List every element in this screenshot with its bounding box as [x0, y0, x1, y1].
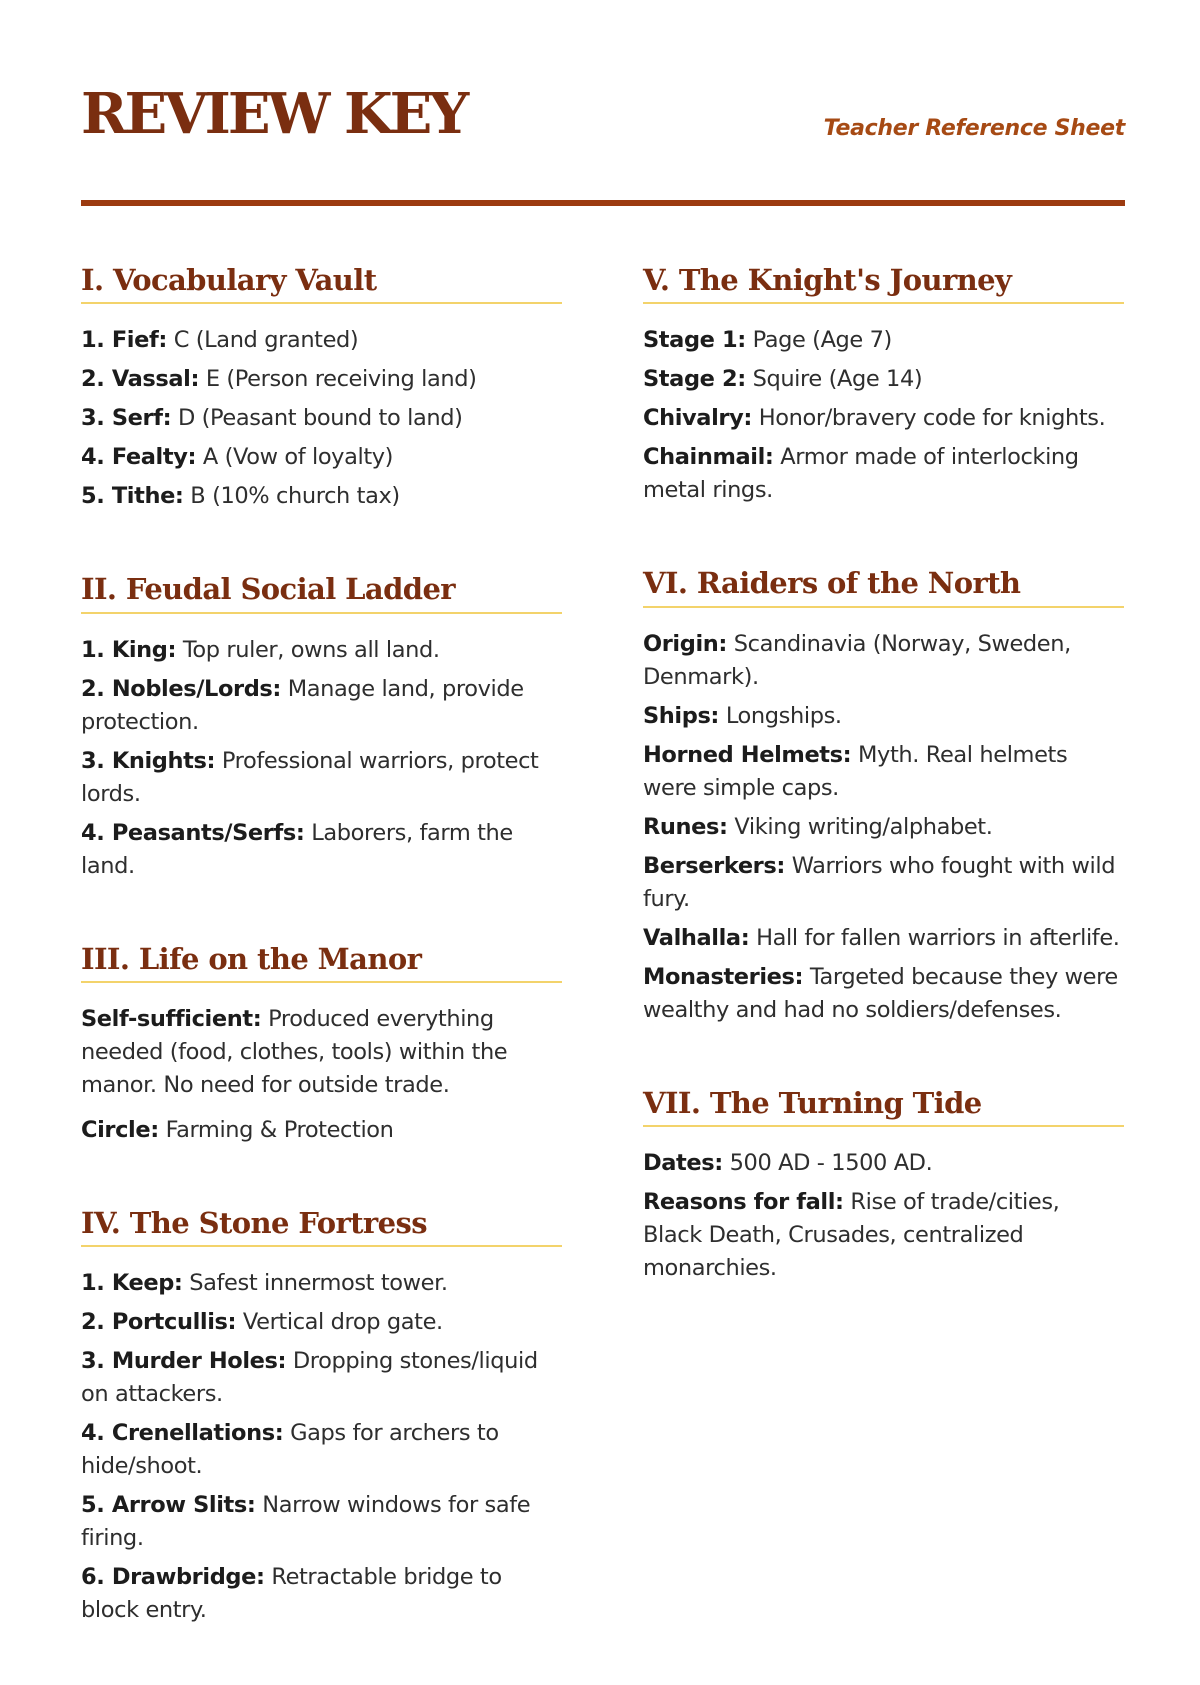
item-text: Scandinavia (Norway, Sweden, Denmark).: [643, 630, 1071, 690]
item-term: 4. Peasants/Serfs:: [81, 819, 305, 846]
list-item: [81, 324, 562, 357]
item-text: Rise of trade/cities, Black Death, Crusades, centralized monarchies.: [643, 1188, 1060, 1281]
list-item: [81, 1345, 562, 1411]
list-item: [643, 1147, 1124, 1180]
list-item: [81, 363, 562, 396]
item-text: E (Person receiving land): [205, 366, 477, 393]
section-heading: VII. The Turning Tide: [643, 1085, 1124, 1127]
list-item: [81, 402, 562, 435]
item-term: 3. Knights:: [81, 747, 216, 774]
section-stone-fortress: [81, 1205, 562, 1627]
list-item: [81, 673, 562, 739]
item-term: 3. Serf:: [81, 405, 172, 432]
list-item: [81, 1003, 562, 1102]
section-heading: IV. The Stone Fortress: [81, 1205, 562, 1247]
item-text: Myth. Real helmets were simple caps.: [643, 741, 1068, 801]
item-text: Manage land, provide protection.: [81, 675, 524, 735]
list-item: [81, 1267, 562, 1300]
list-item: [81, 1306, 562, 1339]
item-text: Produced everything needed (food, clothes, tools) within the manor. No need for outside trade.: [81, 1005, 508, 1098]
item-text: C (Land granted): [173, 327, 359, 354]
section-life-on-the-manor: [81, 941, 562, 1147]
item-term: Stage 1:: [643, 327, 746, 354]
item-term: 2. Vassal:: [81, 366, 200, 393]
item-term: Chivalry:: [643, 405, 752, 432]
item-text: Hall for fallen warriors in afterlife.: [756, 924, 1120, 951]
list-item: [643, 628, 1124, 694]
item-term: Runes:: [643, 813, 728, 840]
list-item: [643, 363, 1124, 396]
item-text: Honor/bravery code for knights.: [758, 405, 1106, 432]
list-item: [643, 811, 1124, 844]
section-heading: VI. Raiders of the North: [643, 565, 1124, 607]
item-term: 6. Drawbridge:: [81, 1564, 265, 1590]
left-column: [81, 262, 562, 1685]
item-text: B (10% church tax): [190, 483, 400, 510]
item-term: Valhalla:: [643, 924, 750, 951]
item-term: 1. King:: [81, 636, 177, 663]
list-item: [643, 402, 1124, 435]
list-item: [643, 1186, 1124, 1285]
item-term: 1. Keep:: [81, 1270, 183, 1296]
list-item: [81, 634, 562, 667]
item-term: Circle:: [81, 1116, 159, 1143]
list-item: [81, 745, 562, 811]
list-item: [81, 817, 562, 883]
section-feudal-social-ladder: [81, 571, 562, 882]
section-turning-tide: [643, 1085, 1124, 1285]
page-header: [81, 78, 1125, 148]
list-item: [643, 922, 1124, 955]
list-item: [643, 700, 1124, 733]
list-item: [81, 1114, 562, 1147]
item-term: 1. Fief:: [81, 327, 167, 354]
item-text: Armor made of interlocking metal rings.: [643, 444, 1079, 504]
list-item: [81, 1417, 562, 1483]
page-title: REVIEW KEY: [81, 81, 467, 147]
item-term: 4. Crenellations:: [81, 1420, 284, 1446]
item-text: Viking writing/alphabet.: [734, 813, 993, 840]
item-term: Horned Helmets:: [643, 741, 852, 768]
section-heading: I. Vocabulary Vault: [81, 262, 562, 304]
list-item: [643, 850, 1124, 916]
item-text: Dropping stones/liquid on attackers.: [81, 1348, 538, 1407]
item-text: Safest innermost tower.: [189, 1270, 448, 1296]
item-term: 2. Portcullis:: [81, 1309, 237, 1335]
item-term: 4. Fealty:: [81, 444, 197, 471]
list-item: [643, 441, 1124, 507]
item-text: Retractable bridge to block entry.: [81, 1564, 502, 1623]
section-vocabulary-vault: [81, 262, 562, 513]
list-item: [643, 324, 1124, 357]
list-item: [81, 1489, 562, 1555]
item-text: Professional warriors, protect lords.: [81, 747, 539, 807]
item-text: 500 AD - 1500 AD.: [729, 1149, 933, 1176]
item-text: Top ruler, owns all land.: [182, 636, 440, 663]
item-term: Dates:: [643, 1149, 723, 1176]
section-heading: II. Feudal Social Ladder: [81, 571, 562, 613]
item-text: Squire (Age 14): [752, 366, 923, 393]
item-term: Stage 2:: [643, 366, 746, 393]
item-term: Self-sufficient:: [81, 1005, 262, 1032]
item-text: D (Peasant bound to land): [177, 405, 463, 432]
list-item: [81, 441, 562, 474]
list-item: [643, 961, 1124, 1027]
list-item: [81, 1561, 562, 1627]
section-knights-journey: [643, 262, 1124, 507]
page-subtitle: Teacher Reference Sheet: [823, 116, 1125, 141]
item-text: Vertical drop gate.: [242, 1309, 443, 1335]
item-text: Narrow windows for safe firing.: [81, 1492, 531, 1551]
list-item: [643, 739, 1124, 805]
list-item: [81, 480, 562, 513]
right-column: [643, 262, 1124, 1343]
item-term: 5. Tithe:: [81, 483, 184, 510]
item-text: Page (Age 7): [752, 327, 892, 354]
item-term: Monasteries:: [643, 963, 804, 990]
section-heading: V. The Knight's Journey: [643, 262, 1124, 304]
item-term: 5. Arrow Slits:: [81, 1492, 256, 1518]
item-text: Farming & Protection: [165, 1116, 394, 1143]
item-term: Origin:: [643, 630, 727, 657]
section-raiders-of-the-north: [643, 565, 1124, 1026]
item-text: A (Vow of loyalty): [202, 444, 394, 471]
item-text: Targeted because they were wealthy and had no soldiers/defenses.: [643, 963, 1118, 1023]
item-term: Reasons for fall:: [643, 1188, 844, 1215]
item-term: 3. Murder Holes:: [81, 1348, 287, 1374]
section-heading: III. Life on the Manor: [81, 941, 562, 983]
item-term: 2. Nobles/Lords:: [81, 675, 282, 702]
item-term: Berserkers:: [643, 852, 785, 879]
item-text: Longships.: [725, 702, 842, 729]
item-term: Chainmail:: [643, 444, 774, 471]
item-text: Gaps for archers to hide/shoot.: [81, 1420, 499, 1479]
header-divider: [81, 200, 1125, 206]
item-text: Laborers, farm the land.: [81, 819, 513, 879]
item-text: Warriors who fought with wild fury.: [643, 852, 1116, 912]
item-term: Ships:: [643, 702, 720, 729]
